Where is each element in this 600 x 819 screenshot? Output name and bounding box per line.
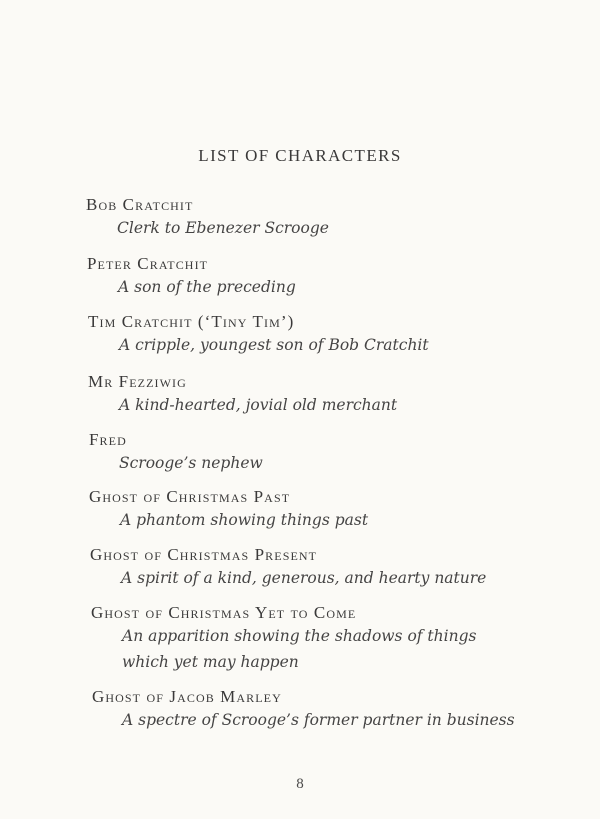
page-heading: LIST OF CHARACTERS [198, 146, 402, 165]
character-description: A phantom showing things past [120, 511, 369, 529]
character-description: Clerk to Ebenezer Scrooge [117, 219, 329, 237]
character-name: Ghost of Christmas Yet to Come [91, 603, 357, 622]
character-description-continued: which yet may happen [122, 653, 299, 671]
character-name: Tim Cratchit (‘Tiny Tim’) [88, 312, 295, 331]
character-name: Bob Cratchit [86, 195, 194, 214]
character-name: Ghost of Christmas Past [89, 487, 291, 506]
character-description: A spectre of Scrooge’s former partner in business [122, 711, 515, 729]
character-name: Ghost of Christmas Present [90, 545, 318, 564]
character-name: Ghost of Jacob Marley [92, 687, 282, 706]
character-description: A son of the preceding [118, 278, 296, 296]
character-name: Fred [89, 430, 127, 449]
character-description: A kind-hearted, jovial old merchant [119, 396, 398, 414]
character-description: A cripple, youngest son of Bob Cratchit [119, 336, 429, 354]
character-name: Mr Fezziwig [88, 372, 187, 391]
character-description: An apparition showing the shadows of things [122, 627, 477, 645]
character-description: Scrooge’s nephew [119, 454, 263, 472]
character-name: Peter Cratchit [87, 254, 209, 273]
character-description: A spirit of a kind, generous, and hearty nature [121, 569, 487, 587]
page-number: 8 [296, 776, 304, 792]
